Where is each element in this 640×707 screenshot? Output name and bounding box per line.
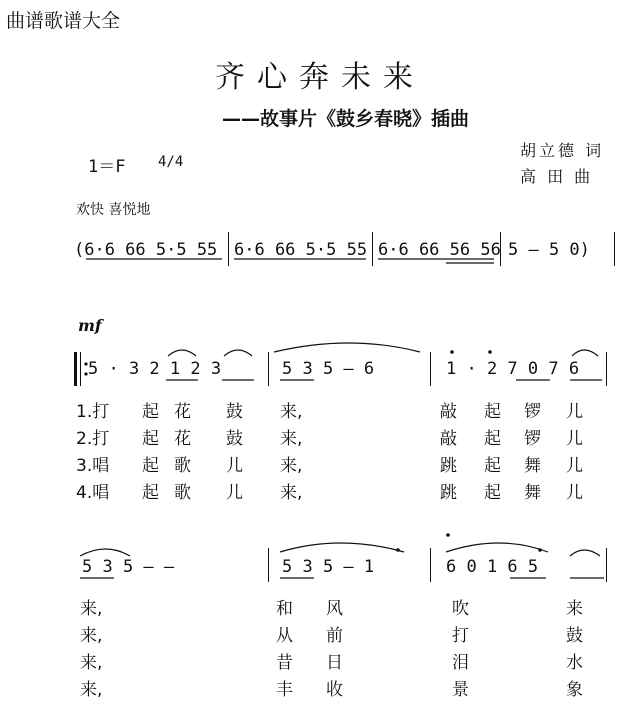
lyric-syllable: 来, bbox=[80, 653, 103, 673]
lyric-syllable: 1.打 bbox=[76, 402, 110, 422]
lyric-syllable: 风 bbox=[326, 599, 343, 619]
lyric-syllable: 起 bbox=[142, 429, 159, 449]
song-title: 齐心奔未来 bbox=[215, 60, 425, 95]
lyric-syllable: 起 bbox=[142, 456, 159, 476]
lyric-syllable: 敲 bbox=[440, 402, 457, 422]
lyric-syllable: 鼓 bbox=[226, 429, 243, 449]
lyric-syllable: 象 bbox=[566, 680, 583, 700]
lyric-syllable: 鼓 bbox=[566, 626, 583, 646]
lyric-syllable: 丰 bbox=[276, 680, 293, 700]
lyric-syllable: 儿 bbox=[226, 456, 243, 476]
lyric-syllable: 起 bbox=[484, 483, 501, 503]
lyric-syllable: 景 bbox=[452, 680, 469, 700]
lyric-syllable: 起 bbox=[484, 429, 501, 449]
lyric-syllable: 来, bbox=[280, 402, 303, 422]
lyric-syllable: 打 bbox=[452, 626, 469, 646]
composer-credit: 高 田 曲 bbox=[520, 167, 594, 186]
lyric-syllable: 2.打 bbox=[76, 429, 110, 449]
lyric-syllable: 歌 bbox=[174, 483, 191, 503]
lyric-syllable: 鼓 bbox=[226, 402, 243, 422]
lyric-syllable: 和 bbox=[276, 599, 293, 619]
dynamic-marking: mf bbox=[78, 316, 102, 335]
line2-measure-2: 5 3 5 — 1 bbox=[282, 557, 375, 577]
key-signature: 1＝F bbox=[88, 157, 126, 177]
lyric-syllable: 从 bbox=[276, 626, 293, 646]
line1-measure-1: 5 · 3 2 1 2 3 bbox=[88, 359, 222, 379]
time-signature: 4/4 bbox=[158, 154, 184, 170]
lyricist-credit: 胡立德 词 bbox=[520, 141, 605, 160]
intro-measure-3: 6·6 66 56 56 bbox=[378, 240, 501, 260]
lyric-syllable: 吹 bbox=[452, 599, 469, 619]
lyric-syllable: 昔 bbox=[276, 653, 293, 673]
line1-measure-2: 5 3 5 — 6 bbox=[282, 359, 375, 379]
lyric-syllable: 花 bbox=[174, 429, 191, 449]
intro-measure-4: 5 — 5 0) bbox=[508, 240, 590, 260]
lyric-syllable: 儿 bbox=[566, 483, 583, 503]
lyric-syllable: 跳 bbox=[440, 456, 457, 476]
lyric-syllable: 起 bbox=[142, 402, 159, 422]
intro-measure-1: (6·6 66 5·5 55 bbox=[74, 240, 218, 260]
lyric-syllable: 来, bbox=[280, 429, 303, 449]
lyric-syllable: 来, bbox=[280, 456, 303, 476]
lyric-syllable: 4.唱 bbox=[76, 483, 110, 503]
lyric-syllable: 起 bbox=[484, 402, 501, 422]
lyric-syllable: 歌 bbox=[174, 456, 191, 476]
lyric-syllable: 锣 bbox=[524, 402, 541, 422]
lyric-syllable: 来, bbox=[80, 680, 103, 700]
line1-measure-3: 1 · 2 7 0 7 6 bbox=[446, 359, 580, 379]
song-subtitle: ——故事片《鼓乡春晓》插曲 bbox=[222, 108, 470, 130]
lyric-syllable: 来, bbox=[80, 599, 103, 619]
lyric-syllable: 来, bbox=[80, 626, 103, 646]
intro-measure-2: 6·6 66 5·5 55 bbox=[234, 240, 368, 260]
lyric-syllable: 起 bbox=[142, 483, 159, 503]
site-label: 曲谱歌谱大全 bbox=[6, 10, 121, 32]
lyric-syllable: 3.唱 bbox=[76, 456, 110, 476]
lyric-syllable: 花 bbox=[174, 402, 191, 422]
line2-measure-3: 6 0 1 6 5 bbox=[446, 557, 539, 577]
lyric-syllable: 跳 bbox=[440, 483, 457, 503]
lyric-syllable: 儿 bbox=[566, 402, 583, 422]
lyric-syllable: 收 bbox=[326, 680, 343, 700]
lyric-syllable: 儿 bbox=[226, 483, 243, 503]
lyric-syllable: 前 bbox=[326, 626, 343, 646]
lyric-syllable: 儿 bbox=[566, 456, 583, 476]
lyric-syllable: 日 bbox=[326, 653, 343, 673]
lyric-syllable: 儿 bbox=[566, 429, 583, 449]
lyric-syllable: 舞 bbox=[524, 456, 541, 476]
lyric-syllable: 来 bbox=[566, 599, 583, 619]
lyric-syllable: 水 bbox=[566, 653, 583, 673]
lyric-syllable: 敲 bbox=[440, 429, 457, 449]
tempo-marking: 欢快 喜悦地 bbox=[76, 202, 151, 218]
lyric-syllable: 泪 bbox=[452, 653, 469, 673]
line2-measure-1: 5 3 5 — — bbox=[82, 557, 175, 577]
lyric-syllable: 锣 bbox=[524, 429, 541, 449]
lyric-syllable: 舞 bbox=[524, 483, 541, 503]
lyric-syllable: 起 bbox=[484, 456, 501, 476]
lyric-syllable: 来, bbox=[280, 483, 303, 503]
